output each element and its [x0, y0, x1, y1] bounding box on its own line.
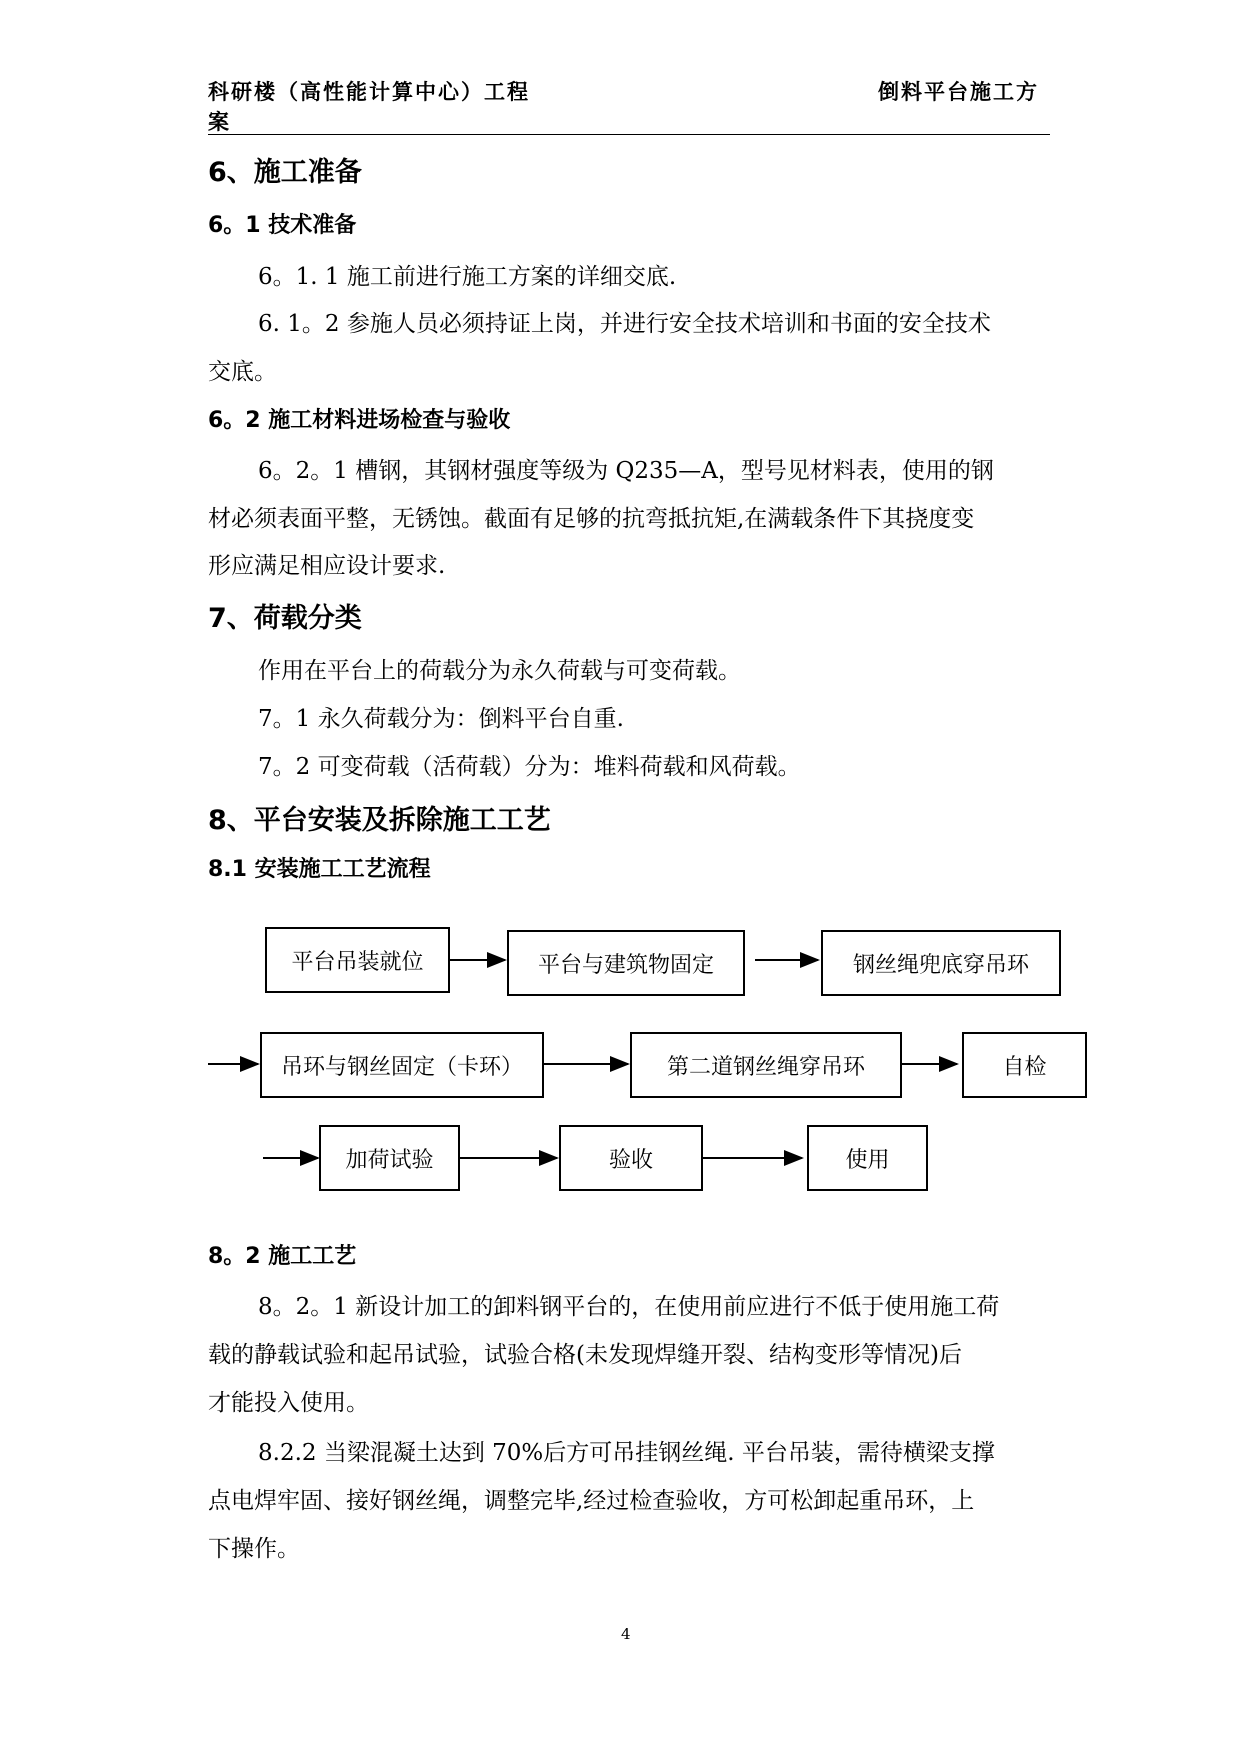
- section-8-2-title: 8。2 施工工艺: [208, 1244, 357, 1269]
- para-6-2-1: 6。2。1 槽钢，其钢材强度等级为 Q235—A，型号见材料表，使用的钢: [258, 458, 994, 484]
- header-title: 科研楼（高性能计算中心）工程: [208, 80, 530, 104]
- section-7-title: 7、荷载分类: [208, 603, 362, 634]
- flow-step-hoist-position: 平台吊装就位: [265, 927, 450, 993]
- flow-step-use: 使用: [807, 1125, 928, 1191]
- para-6-1-2: 6. 1。2 参施人员必须持证上岗，并进行安全技术培训和书面的安全技术: [258, 311, 991, 337]
- para-6-1-2-cont: 交底。: [208, 359, 277, 385]
- para-8-2-2: 8.2.2 当梁混凝土达到 70%后方可吊挂钢丝绳. 平台吊装，需待横梁支撑: [258, 1440, 995, 1466]
- flow-step-rope-through-ring: 钢丝绳兜底穿吊环: [821, 930, 1061, 996]
- section-8-1-title: 8.1 安装施工工艺流程: [208, 857, 431, 882]
- section-8-title: 8、平台安装及拆除施工工艺: [208, 805, 551, 836]
- header-title-wrap: 案: [208, 110, 231, 134]
- para-6-2-1-cont1: 材必须表面平整，无锈蚀。截面有足够的抗弯抵抗矩,在满载条件下其挠度变: [208, 506, 975, 532]
- para-7-intro: 作用在平台上的荷载分为永久荷载与可变荷载。: [258, 658, 741, 684]
- para-8-2-1-cont1: 载的静载试验和起吊试验，试验合格(未发现焊缝开裂、结构变形等情况)后: [208, 1342, 962, 1368]
- flow-step-fix-to-building: 平台与建筑物固定: [507, 930, 745, 996]
- para-6-2-1-cont2: 形应满足相应设计要求.: [208, 553, 446, 579]
- flow-step-acceptance: 验收: [559, 1125, 703, 1191]
- para-8-2-2-cont1: 点电焊牢固、接好钢丝绳，调整完毕,经过检查验收，方可松卸起重吊环，上: [208, 1488, 975, 1514]
- header-right: 倒料平台施工方: [878, 80, 1039, 104]
- para-7-2: 7。2 可变荷载（活荷载）分为：堆料荷载和风荷载。: [258, 754, 801, 780]
- flow-step-fix-ring-clamp: 吊环与钢丝固定（卡环）: [260, 1032, 544, 1098]
- para-8-2-1: 8。2。1 新设计加工的卸料钢平台的，在使用前应进行不低于使用施工荷: [258, 1294, 1000, 1320]
- flow-step-load-test: 加荷试验: [319, 1125, 460, 1191]
- para-8-2-1-cont2: 才能投入使用。: [208, 1390, 369, 1416]
- para-7-1: 7。1 永久荷载分为：倒料平台自重.: [258, 706, 624, 732]
- section-6-2-title: 6。2 施工材料进场检查与验收: [208, 408, 511, 433]
- flow-step-self-check: 自检: [962, 1032, 1087, 1098]
- para-6-1-1: 6。1. 1 施工前进行施工方案的详细交底.: [258, 264, 677, 290]
- section-6-title: 6、施工准备: [208, 157, 362, 188]
- flow-step-second-rope: 第二道钢丝绳穿吊环: [630, 1032, 902, 1098]
- para-8-2-2-cont2: 下操作。: [208, 1536, 300, 1562]
- section-6-1-title: 6。1 技术准备: [208, 213, 357, 238]
- page-number: 4: [621, 1625, 631, 1643]
